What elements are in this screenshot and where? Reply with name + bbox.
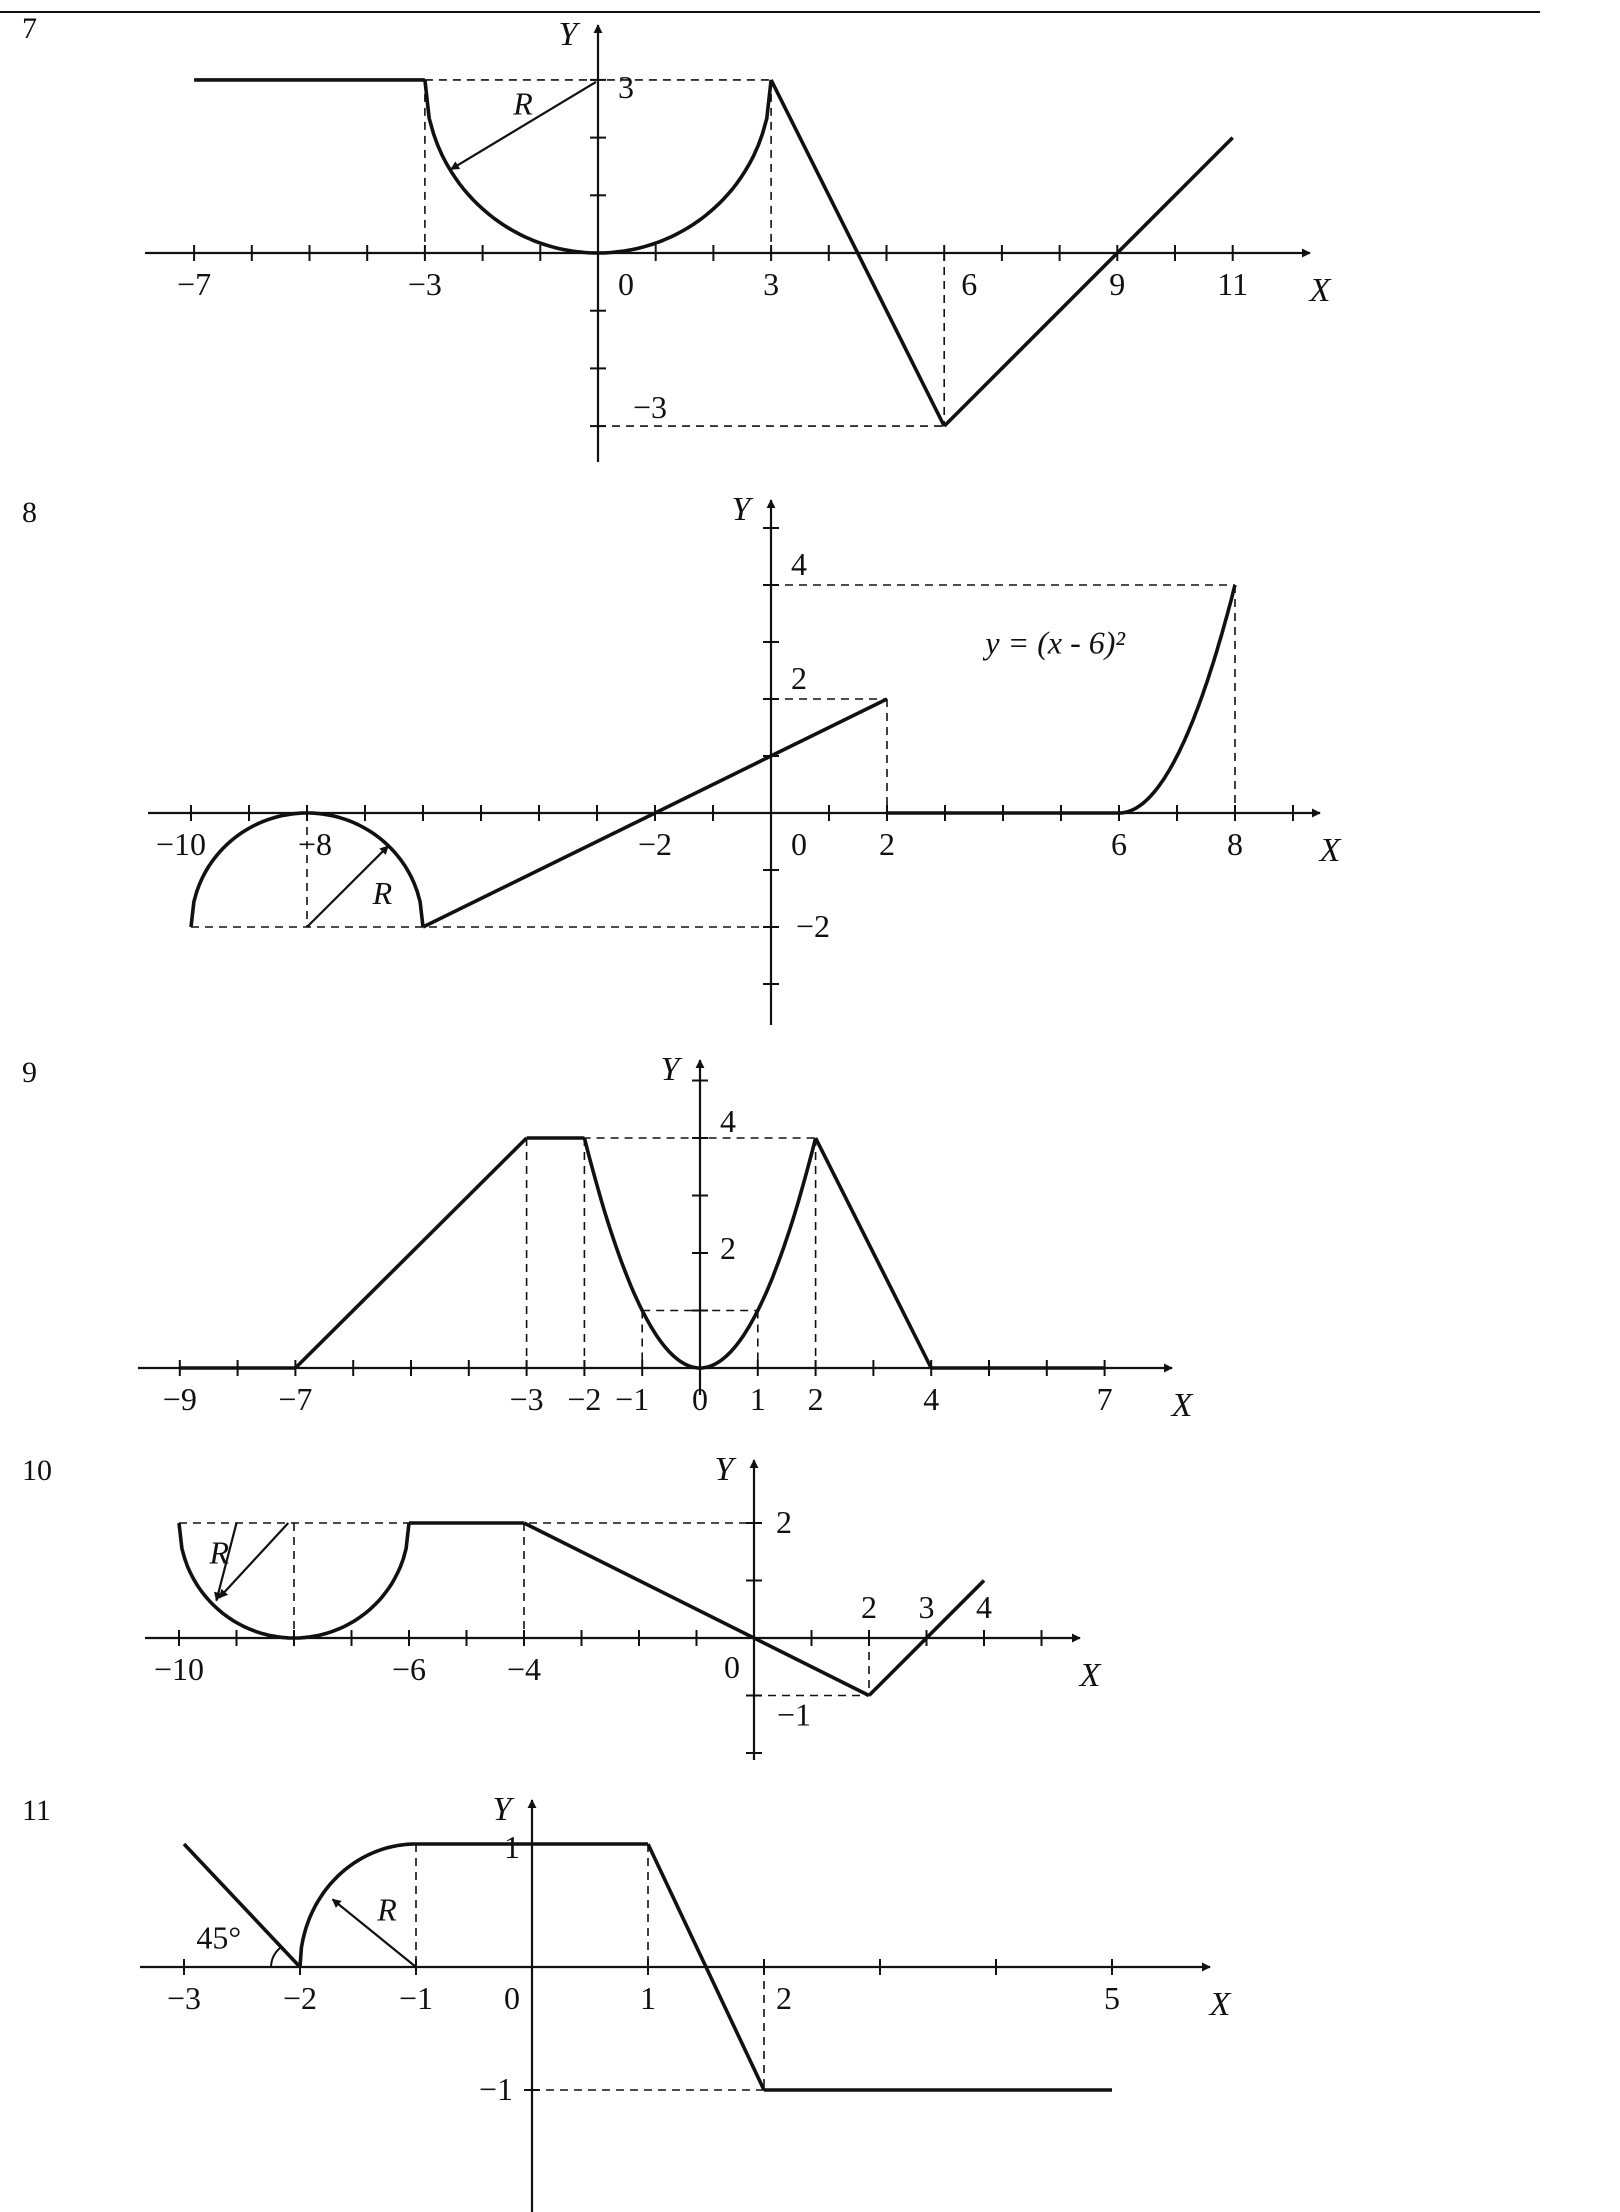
y-tick-label: 2 (776, 1504, 792, 1540)
radius-arrow (332, 1899, 416, 1967)
x-tick-label: 5 (1104, 1980, 1120, 2016)
y-axis-label: Y (731, 491, 751, 528)
annotations (307, 624, 1126, 927)
y-tick-label: 4 (791, 546, 807, 582)
charts-root (22, 12, 1342, 2212)
y-tick-label: 3 (618, 68, 634, 105)
y-tick-label: −1 (776, 1696, 812, 1733)
x-tick-label: 3 (918, 1589, 935, 1625)
radius-label: R (372, 875, 393, 912)
chart-7 (22, 12, 1332, 462)
angle-arc (271, 1948, 280, 1967)
problem-number: 10 (22, 1454, 52, 1487)
chart-8 (22, 491, 1342, 1025)
chart-11 (22, 1791, 1232, 2212)
x-tick-label: −7 (278, 1381, 313, 1417)
y-tick-label: 4 (720, 1103, 736, 1139)
radius-label: R (377, 1891, 397, 1928)
graph-segment (816, 1138, 932, 1368)
problem-number: 9 (22, 1056, 37, 1089)
x-tick-label: −7 (177, 266, 212, 302)
x-tick-label: 1 (640, 1980, 656, 2016)
x-tick-label: −8 (297, 826, 333, 862)
x-tick-label: −2 (282, 1980, 318, 2016)
x-tick-label: 7 (1096, 1381, 1113, 1417)
x-tick-label: 0 (724, 1649, 740, 1685)
x-tick-label: 3 (763, 266, 780, 302)
x-tick-label: 2 (861, 1589, 877, 1625)
x-tick-label: 2 (879, 826, 895, 862)
x-tick-label: −10 (155, 826, 207, 862)
angle-label: 45° (196, 1919, 242, 1956)
y-tick-label: −3 (632, 389, 668, 426)
x-tick-label: 4 (923, 1381, 940, 1417)
x-tick-label: 8 (1227, 826, 1243, 862)
x-tick-label: −2 (637, 826, 673, 862)
y-axis-label: Y (492, 1791, 512, 1828)
x-tick-label: 4 (976, 1589, 992, 1625)
graph-segment (524, 1523, 869, 1696)
x-tick-label: −6 (391, 1651, 427, 1687)
x-axis-label: X (1079, 1657, 1101, 1694)
x-tick-label: −3 (509, 1381, 544, 1417)
x-axis-label: X (1319, 832, 1341, 869)
x-tick-label: 11 (1217, 266, 1249, 302)
x-tick-label: 2 (776, 1980, 792, 2016)
x-tick-label: 6 (961, 266, 978, 302)
x-tick-label: 6 (1111, 826, 1127, 862)
y-tick-label: 2 (791, 660, 807, 696)
annotations (451, 82, 596, 169)
problem-number: 11 (22, 1794, 51, 1827)
chart-9 (22, 1051, 1194, 1424)
y-axis-label: Y (558, 16, 578, 53)
formula-label: y = (x - 6)² (985, 624, 1125, 661)
x-tick-label: 1 (749, 1381, 766, 1417)
graph-segment (300, 1844, 416, 1967)
chart-10 (22, 1451, 1102, 1760)
graph-segment (944, 138, 1232, 427)
y-tick-label: 2 (720, 1230, 736, 1266)
x-tick-label: −3 (407, 266, 442, 302)
x-tick-label: −2 (567, 1381, 602, 1417)
x-tick-label: −1 (398, 1980, 434, 2016)
radius-label: R (209, 1534, 230, 1571)
problem-number: 8 (22, 496, 37, 529)
y-tick-label: −2 (795, 908, 831, 944)
y-axis-label: Y (660, 1051, 680, 1088)
x-tick-label: 0 (692, 1381, 708, 1417)
x-tick-label: 0 (791, 826, 807, 862)
radius-label: R (513, 85, 533, 122)
x-tick-label: −1 (615, 1381, 650, 1417)
y-tick-label: −1 (478, 2071, 514, 2107)
problem-number: 7 (22, 12, 37, 45)
graph-segment (295, 1138, 526, 1368)
x-axis-label: X (1171, 1387, 1193, 1424)
x-tick-label: 0 (618, 266, 634, 302)
x-tick-label: 9 (1109, 266, 1126, 302)
x-axis-label: X (1209, 1986, 1231, 2023)
x-tick-label: −3 (166, 1980, 202, 2016)
x-tick-label: −4 (506, 1651, 542, 1687)
x-tick-label: −9 (162, 1381, 197, 1417)
radius-arrow-line (219, 1523, 288, 1598)
x-axis-label: X (1309, 272, 1331, 309)
y-tick-label: 1 (504, 1829, 520, 1865)
x-tick-label: 0 (504, 1980, 520, 2016)
x-tick-label: 2 (807, 1381, 824, 1417)
annotations (208, 1523, 288, 1601)
graph-segment (1119, 585, 1235, 813)
y-axis-label: Y (714, 1451, 734, 1488)
x-tick-label: −10 (153, 1651, 205, 1687)
